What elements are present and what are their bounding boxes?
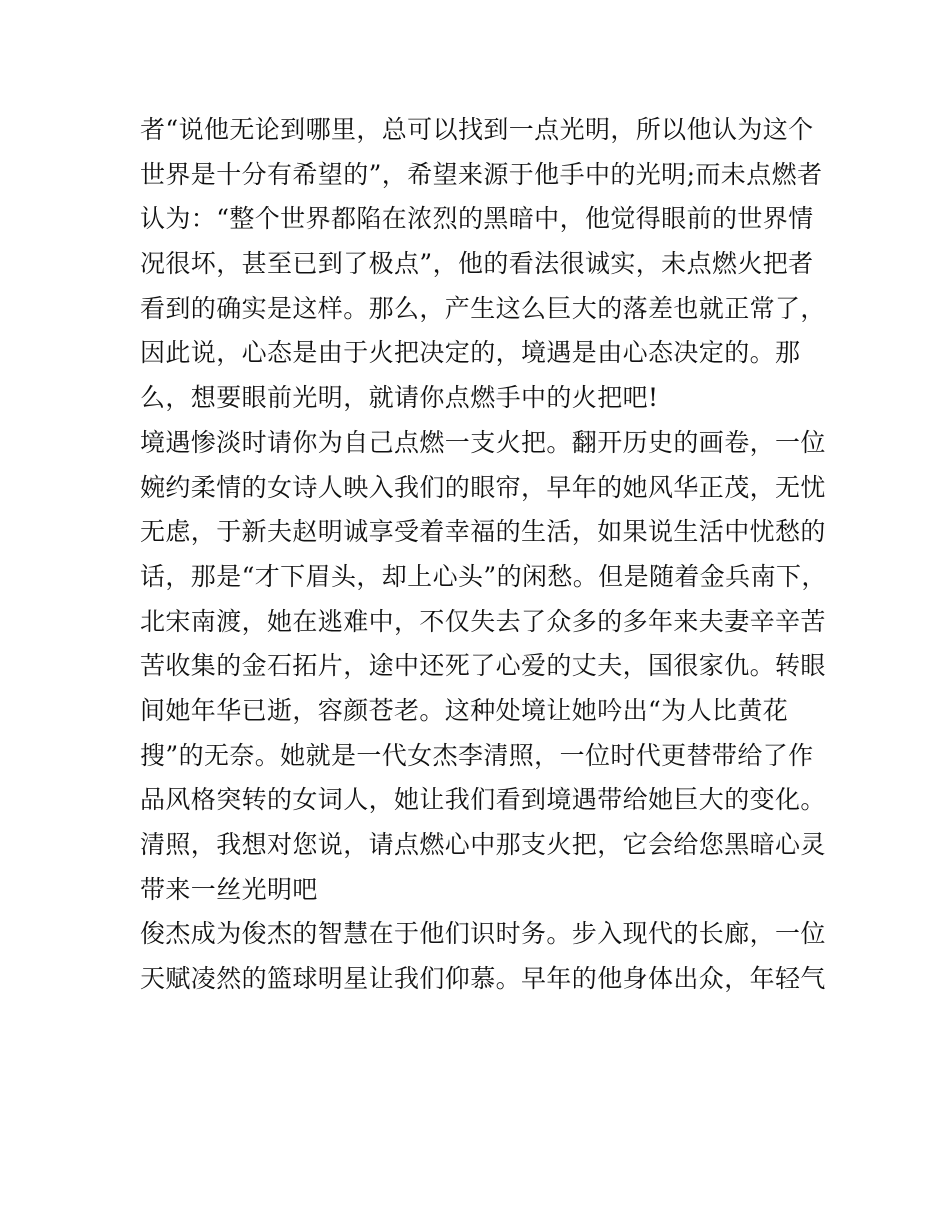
text-line: 无虑，于新夫赵明诚享受着幸福的生活，如果说生活中忧愁的 (140, 517, 826, 547)
text-line: 间她年华已逝，容颜苍老。这种处境让她吟出“为人比黄花 (140, 695, 789, 725)
text-line: 清照，我想对您说，请点燃心中那支火把，它会给您黑暗心灵 (140, 830, 826, 859)
text-line: 么，想要眼前光明，就请你点燃手中的火把吧! (140, 383, 659, 413)
body-text (140, 108, 827, 1002)
text-line: 话，那是“才下眉头，却上心头”的闲愁。但是随着金兵南下， (140, 561, 827, 591)
text-line: 看到的确实是这样。那么，产生这么巨大的落差也就正常了， (140, 293, 826, 323)
text-line: 搜”的无奈。她就是一代女杰李清照，一位时代更替带给了作 (140, 740, 814, 770)
text-line: 北宋南渡，她在逃难中，不仅失去了众多的多年来夫妻辛辛苦 (140, 606, 826, 636)
text-line: 品风格突转的女词人，她让我们看到境遇带给她巨大的变化。 (140, 785, 826, 815)
text-line: 者“说他无论到哪里，总可以找到一点光明，所以他认为这个 (140, 115, 814, 144)
text-line: 世界是十分有希望的”，希望来源于他手中的光明;而未点燃者 (140, 159, 823, 189)
text-line: 带来一丝光明吧 (140, 874, 318, 904)
text-line: 况很坏，甚至已到了极点”，他的看法很诚实，未点燃火把者 (140, 249, 814, 279)
text-line: 因此说，心态是由于火把决定的，境遇是由心态决定的。那 (140, 338, 801, 368)
text-line: 天赋凌然的篮球明星让我们仰慕。早年的他身体出众，年轻气 (140, 964, 826, 994)
text-line: 俊杰成为俊杰的智慧在于他们识时务。步入现代的长廊，一位 (140, 919, 826, 949)
text-line: 境遇惨淡时请你为自己点燃一支火把。翻开历史的画卷，一位 (140, 427, 826, 457)
text-line: 苦收集的金石拓片，途中还死了心爱的丈夫，国很家仇。转眼 (140, 651, 826, 681)
text-line: 婉约柔情的女诗人映入我们的眼帘，早年的她风华正茂，无忧 (140, 472, 826, 502)
text-line: 认为：“整个世界都陷在浓烈的黑暗中，他觉得眼前的世界情 (140, 204, 814, 234)
